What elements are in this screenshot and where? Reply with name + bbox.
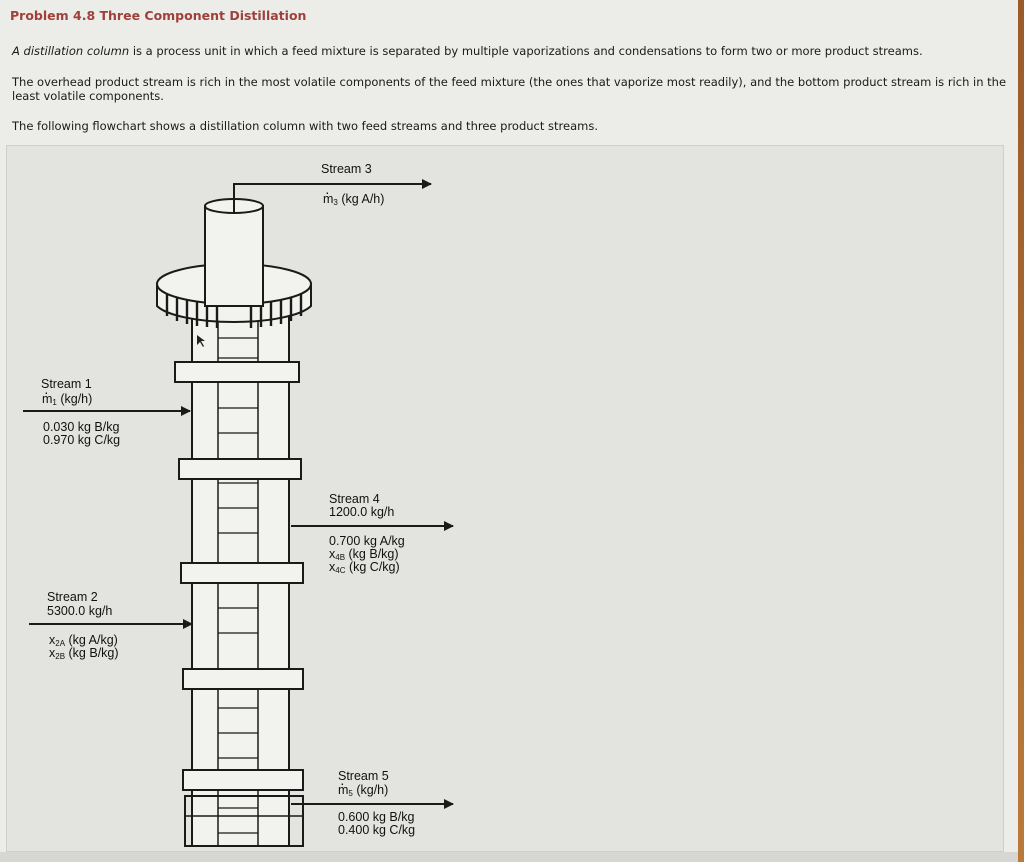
stream2-x2b: $x_{2B}$ (kg B/kg) (49, 646, 119, 661)
intro-paragraph (12, 44, 1010, 58)
term-distillation-column: A distillation column (12, 44, 130, 58)
stream5-comp-b: 0.600 kg B/kg (338, 810, 415, 824)
problem-title: Problem 4.8 Three Component Distillation (10, 8, 307, 23)
stream1-name: Stream 1 (41, 377, 92, 391)
stream2-x2a: $x_{2A}$ (kg A/kg) (49, 633, 118, 648)
flowchart-diagram (6, 145, 1004, 852)
overhead-paragraph: The overhead product stream is rich in the most volatile components of the feed mixture (the ones that vaporize most readily), and the bottom product stream is rich in the least volatile components. (12, 75, 1007, 103)
stream5-flow: · $m_5$ (kg/h) (338, 784, 388, 800)
stream4-x4b: $x_{4B}$ (kg B/kg) (329, 547, 399, 562)
stream3-name: Stream 3 (321, 162, 372, 176)
stream1-comp-c: 0.970 kg C/kg (43, 433, 121, 447)
top-cylinder (205, 199, 263, 306)
stream2-flow: 5300.0 kg/h (47, 604, 113, 618)
stream4-comp-a: 0.700 kg A/kg (329, 534, 405, 548)
stream5-comp-c: 0.400 kg C/kg (338, 823, 416, 837)
intro-paragraph-rest: is a process unit in which a feed mixture is separated by multiple vaporizations and condensations to form two or more product streams. (129, 44, 923, 58)
bottom-edge (0, 852, 1024, 862)
stream1-comp-b: 0.030 kg B/kg (43, 420, 120, 434)
stream5-name: Stream 5 (338, 769, 389, 783)
right-edge (1018, 0, 1024, 862)
stream3-flow: · $m_3$ (kg A/h) (323, 193, 384, 209)
stream4-x4c: $x_{4C}$ (kg C/kg) (329, 560, 400, 575)
stream2-name: Stream 2 (47, 590, 98, 604)
flowchart-intro: The following flowchart shows a distillation column with two feed streams and three product streams. (12, 119, 598, 133)
stream4-name: Stream 4 (329, 492, 380, 506)
distillation-column-drawing (7, 146, 1003, 851)
stream4-flow: 1200.0 kg/h (329, 505, 395, 519)
stream1-flow: · $m_1$ (kg/h) (42, 393, 92, 409)
